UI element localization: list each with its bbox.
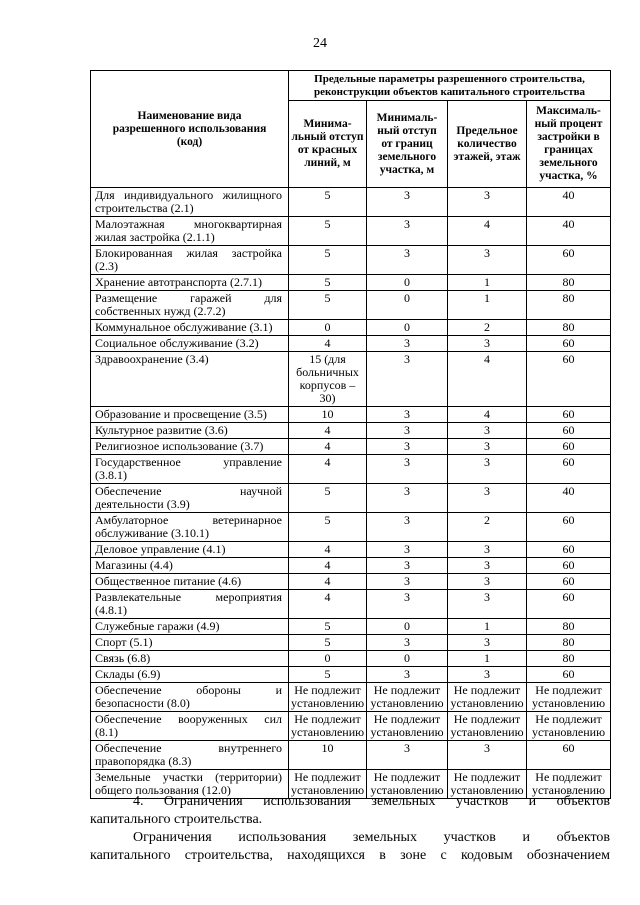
use-type-line: собственных нужд (2.7.2) — [95, 304, 226, 318]
max-coverage-cell: Не подлежит установлению — [527, 770, 611, 799]
min-setback-red-lines-header: Минима- льный отступ от красных линий, м — [289, 101, 367, 188]
min-setback-red-lines-cell: 15 (для больничных корпусов – 30) — [289, 352, 367, 407]
table-row — [91, 484, 611, 513]
max-floors-cell: 3 — [448, 667, 527, 683]
max-coverage-cell: 60 — [527, 423, 611, 439]
table-row — [91, 651, 611, 667]
use-type-cell — [91, 683, 289, 712]
table-row — [91, 683, 611, 712]
use-type-line: Здравоохранение (3.4) — [95, 352, 209, 366]
use-type-cell — [91, 291, 289, 320]
table-row — [91, 455, 611, 484]
table-row — [91, 407, 611, 423]
max-floors-cell: 1 — [448, 275, 527, 291]
min-setback-plot-border-cell: 3 — [367, 455, 448, 484]
min-setback-red-lines-cell: 10 — [289, 407, 367, 423]
table-row — [91, 423, 611, 439]
max-floors-cell: 4 — [448, 217, 527, 246]
min-setback-red-lines-cell: 5 — [289, 667, 367, 683]
min-setback-red-lines-cell: 4 — [289, 542, 367, 558]
max-floors-cell: 2 — [448, 320, 527, 336]
table-row — [91, 352, 611, 407]
use-type-line: (3.8.1) — [95, 468, 127, 482]
use-type-line: Земельные участки (территории) — [95, 770, 282, 784]
min-setback-plot-border-cell: 3 — [367, 741, 448, 770]
max-coverage-cell: 60 — [527, 407, 611, 423]
table-row — [91, 574, 611, 590]
paragraph — [90, 829, 610, 865]
use-type-line: Размещение гаражей для — [95, 291, 282, 305]
max-coverage-header: Максималь- ный процент застройки в границах земельного участка, % — [527, 101, 611, 188]
use-type-line: Для индивидуального жилищного — [95, 188, 282, 202]
max-coverage-cell: 60 — [527, 590, 611, 619]
min-setback-plot-border-cell: 3 — [367, 558, 448, 574]
max-floors-cell: 3 — [448, 439, 527, 455]
min-setback-red-lines-cell: Не подлежит установлению — [289, 770, 367, 799]
max-coverage-cell: 60 — [527, 667, 611, 683]
use-type-line: (8.1) — [95, 725, 118, 739]
use-type-cell — [91, 712, 289, 741]
table-row — [91, 246, 611, 275]
use-type-line: Амбулаторное ветеринарное — [95, 513, 282, 527]
use-type-line: Деловое управление (4.1) — [95, 542, 226, 556]
use-type-cell — [91, 590, 289, 619]
max-coverage-cell: Не подлежит установлению — [527, 683, 611, 712]
paragraph-line: 4. Ограничения использования земельных участков и объектов — [133, 794, 610, 809]
use-type-line: Обеспечение обороны и — [95, 683, 282, 697]
min-setback-plot-border-cell: 0 — [367, 651, 448, 667]
min-setback-red-lines-cell: 4 — [289, 574, 367, 590]
table-row — [91, 667, 611, 683]
use-type-cell — [91, 407, 289, 423]
table-row — [91, 619, 611, 635]
table-row — [91, 635, 611, 651]
max-floors-cell: 4 — [448, 407, 527, 423]
max-coverage-cell: 60 — [527, 455, 611, 484]
max-floors-cell: 3 — [448, 455, 527, 484]
use-type-line: Культурное развитие (3.6) — [95, 423, 228, 437]
max-coverage-cell: 40 — [527, 217, 611, 246]
use-type-line: жилая застройка (2.1.1) — [95, 230, 215, 244]
max-floors-cell: 4 — [448, 352, 527, 407]
max-coverage-cell: 60 — [527, 558, 611, 574]
min-setback-red-lines-cell: 5 — [289, 291, 367, 320]
paragraph-line: Ограничения использования земельных участков и объектов — [133, 830, 610, 845]
use-type-cell — [91, 439, 289, 455]
use-type-line: общего пользования (12.0) — [95, 783, 231, 797]
table-row — [91, 439, 611, 455]
min-setback-plot-border-cell: 3 — [367, 407, 448, 423]
min-setback-plot-border-cell: 3 — [367, 439, 448, 455]
use-type-line: деятельности (3.9) — [95, 497, 190, 511]
use-type-cell — [91, 336, 289, 352]
max-floors-cell: 2 — [448, 513, 527, 542]
min-setback-plot-border-header: Минималь- ный отступ от границ земельного участка, м — [367, 101, 448, 188]
use-type-cell — [91, 188, 289, 217]
use-type-line: Обеспечение научной — [95, 484, 282, 498]
use-type-cell — [91, 619, 289, 635]
min-setback-red-lines-cell: 5 — [289, 188, 367, 217]
table-body — [91, 188, 611, 799]
max-coverage-cell: Не подлежит установлению — [527, 712, 611, 741]
max-floors-cell: 3 — [448, 188, 527, 217]
min-setback-red-lines-cell: 4 — [289, 439, 367, 455]
min-setback-plot-border-cell: 3 — [367, 635, 448, 651]
min-setback-plot-border-cell: 0 — [367, 275, 448, 291]
use-type-cell — [91, 542, 289, 558]
min-setback-plot-border-cell: 3 — [367, 246, 448, 275]
max-floors-cell: 1 — [448, 651, 527, 667]
min-setback-red-lines-cell: 4 — [289, 336, 367, 352]
min-setback-red-lines-cell: Не подлежит установлению — [289, 683, 367, 712]
max-floors-cell: 3 — [448, 423, 527, 439]
min-setback-red-lines-cell: 0 — [289, 651, 367, 667]
min-setback-plot-border-cell: 0 — [367, 320, 448, 336]
max-coverage-cell: 60 — [527, 542, 611, 558]
table-row — [91, 590, 611, 619]
table-row — [91, 320, 611, 336]
use-type-cell — [91, 741, 289, 770]
min-setback-red-lines-cell: Не подлежит установлению — [289, 712, 367, 741]
min-setback-red-lines-cell: 4 — [289, 455, 367, 484]
table-row — [91, 542, 611, 558]
use-type-line: Блокированная жилая застройка — [95, 246, 282, 260]
paragraph — [90, 793, 610, 829]
use-type-line: Образование и просвещение (3.5) — [95, 407, 267, 421]
min-setback-red-lines-cell: 5 — [289, 275, 367, 291]
use-type-cell — [91, 352, 289, 407]
max-coverage-cell: 80 — [527, 635, 611, 651]
use-type-line: обслуживание (3.10.1) — [95, 526, 209, 540]
use-type-cell — [91, 667, 289, 683]
use-type-cell — [91, 484, 289, 513]
use-type-cell — [91, 651, 289, 667]
use-type-line: Обеспечение вооруженных сил — [95, 712, 282, 726]
paragraph-line: капитального строительства, находящихся в зоне с кодовым обозначением — [90, 848, 610, 863]
table-row — [91, 558, 611, 574]
max-coverage-cell: 60 — [527, 741, 611, 770]
use-type-line: (4.8.1) — [95, 603, 127, 617]
use-type-cell — [91, 423, 289, 439]
min-setback-plot-border-cell: 3 — [367, 484, 448, 513]
min-setback-red-lines-cell: 10 — [289, 741, 367, 770]
use-type-line: Склады (6.9) — [95, 667, 161, 681]
max-coverage-cell: 80 — [527, 320, 611, 336]
use-type-line: Государственное управление — [95, 455, 282, 469]
max-floors-cell: 3 — [448, 558, 527, 574]
use-type-line: Малоэтажная многоквартирная — [95, 217, 282, 231]
use-type-line: Развлекательные мероприятия — [95, 590, 282, 604]
min-setback-plot-border-cell: 3 — [367, 667, 448, 683]
max-floors-cell: 3 — [448, 336, 527, 352]
max-coverage-cell: 80 — [527, 275, 611, 291]
use-type-cell — [91, 574, 289, 590]
min-setback-plot-border-cell: 3 — [367, 352, 448, 407]
max-floors-cell: 3 — [448, 590, 527, 619]
max-floors-cell: 1 — [448, 619, 527, 635]
min-setback-plot-border-cell: 3 — [367, 423, 448, 439]
min-setback-plot-border-cell: Не подлежит установлению — [367, 712, 448, 741]
max-coverage-cell: 80 — [527, 619, 611, 635]
min-setback-red-lines-cell: 4 — [289, 590, 367, 619]
use-type-line: Религиозное использование (3.7) — [95, 439, 264, 453]
min-setback-plot-border-cell: 3 — [367, 513, 448, 542]
min-setback-red-lines-cell: 4 — [289, 423, 367, 439]
use-type-header: Наименование вида разрешенного использования (код) — [91, 71, 289, 188]
max-floors-cell: 1 — [448, 291, 527, 320]
use-type-line: правопорядка (8.3) — [95, 754, 192, 768]
min-setback-plot-border-cell: 0 — [367, 291, 448, 320]
max-coverage-cell: 60 — [527, 439, 611, 455]
max-floors-cell: 3 — [448, 635, 527, 651]
min-setback-red-lines-cell: 5 — [289, 484, 367, 513]
min-setback-red-lines-cell: 5 — [289, 635, 367, 651]
max-coverage-cell: 80 — [527, 651, 611, 667]
paragraph-line: капитального строительства. — [90, 812, 263, 827]
limit-parameters-header: Предельные параметры разрешенного строительства, реконструкции объектов капитального строительства — [289, 71, 611, 101]
max-coverage-cell: 80 — [527, 291, 611, 320]
table-header-row — [91, 71, 611, 101]
table-row — [91, 275, 611, 291]
use-type-line: Спорт (5.1) — [95, 635, 153, 649]
use-type-line: безопасности (8.0) — [95, 696, 190, 710]
min-setback-red-lines-cell: 5 — [289, 513, 367, 542]
min-setback-plot-border-cell: Не подлежит установлению — [367, 770, 448, 799]
max-floors-cell: 3 — [448, 246, 527, 275]
max-floors-cell: 3 — [448, 574, 527, 590]
min-setback-red-lines-cell: 4 — [289, 558, 367, 574]
page-number: 24 — [313, 36, 327, 51]
use-type-line: (2.3) — [95, 259, 118, 273]
use-type-line: Хранение автотранспорта (2.7.1) — [95, 275, 262, 289]
max-floors-cell: Не подлежит установлению — [448, 683, 527, 712]
use-type-cell — [91, 558, 289, 574]
table-row — [91, 291, 611, 320]
table-row — [91, 217, 611, 246]
max-floors-cell: 3 — [448, 542, 527, 558]
min-setback-plot-border-cell: 3 — [367, 574, 448, 590]
min-setback-plot-border-cell: 3 — [367, 217, 448, 246]
use-type-cell — [91, 246, 289, 275]
use-type-cell — [91, 513, 289, 542]
table-row — [91, 712, 611, 741]
use-type-cell — [91, 635, 289, 651]
max-coverage-cell: 40 — [527, 188, 611, 217]
max-floors-cell: Не подлежит установлению — [448, 712, 527, 741]
use-type-line: Обеспечение внутреннего — [95, 741, 282, 755]
max-coverage-cell: 40 — [527, 484, 611, 513]
min-setback-red-lines-cell: 0 — [289, 320, 367, 336]
max-floors-cell: 3 — [448, 741, 527, 770]
table-row — [91, 513, 611, 542]
body-text — [90, 793, 610, 865]
max-floors-cell: Не подлежит установлению — [448, 770, 527, 799]
max-coverage-cell: 60 — [527, 574, 611, 590]
table-row — [91, 741, 611, 770]
min-setback-plot-border-cell: 3 — [367, 336, 448, 352]
use-type-cell — [91, 455, 289, 484]
use-type-line: Общественное питание (4.6) — [95, 574, 242, 588]
use-type-line: Коммунальное обслуживание (3.1) — [95, 320, 273, 334]
use-type-line: Социальное обслуживание (3.2) — [95, 336, 259, 350]
building-parameters-table — [90, 70, 611, 799]
use-type-line: Связь (6.8) — [95, 651, 151, 665]
use-type-line: Магазины (4.4) — [95, 558, 173, 572]
min-setback-red-lines-cell: 5 — [289, 246, 367, 275]
use-type-line: Служебные гаражи (4.9) — [95, 619, 220, 633]
use-type-line: строительства (2.1) — [95, 201, 194, 215]
min-setback-plot-border-cell: 3 — [367, 590, 448, 619]
use-type-cell — [91, 275, 289, 291]
max-floors-cell: 3 — [448, 484, 527, 513]
use-type-cell — [91, 217, 289, 246]
table-row — [91, 336, 611, 352]
max-coverage-cell: 60 — [527, 336, 611, 352]
table-row — [91, 188, 611, 217]
max-coverage-cell: 60 — [527, 513, 611, 542]
min-setback-plot-border-cell: 3 — [367, 188, 448, 217]
min-setback-plot-border-cell: 0 — [367, 619, 448, 635]
min-setback-plot-border-cell: Не подлежит установлению — [367, 683, 448, 712]
min-setback-plot-border-cell: 3 — [367, 542, 448, 558]
max-coverage-cell: 60 — [527, 352, 611, 407]
min-setback-red-lines-cell: 5 — [289, 619, 367, 635]
max-floors-header: Предельное количество этажей, этаж — [448, 101, 527, 188]
use-type-cell — [91, 320, 289, 336]
max-coverage-cell: 60 — [527, 246, 611, 275]
min-setback-red-lines-cell: 5 — [289, 217, 367, 246]
